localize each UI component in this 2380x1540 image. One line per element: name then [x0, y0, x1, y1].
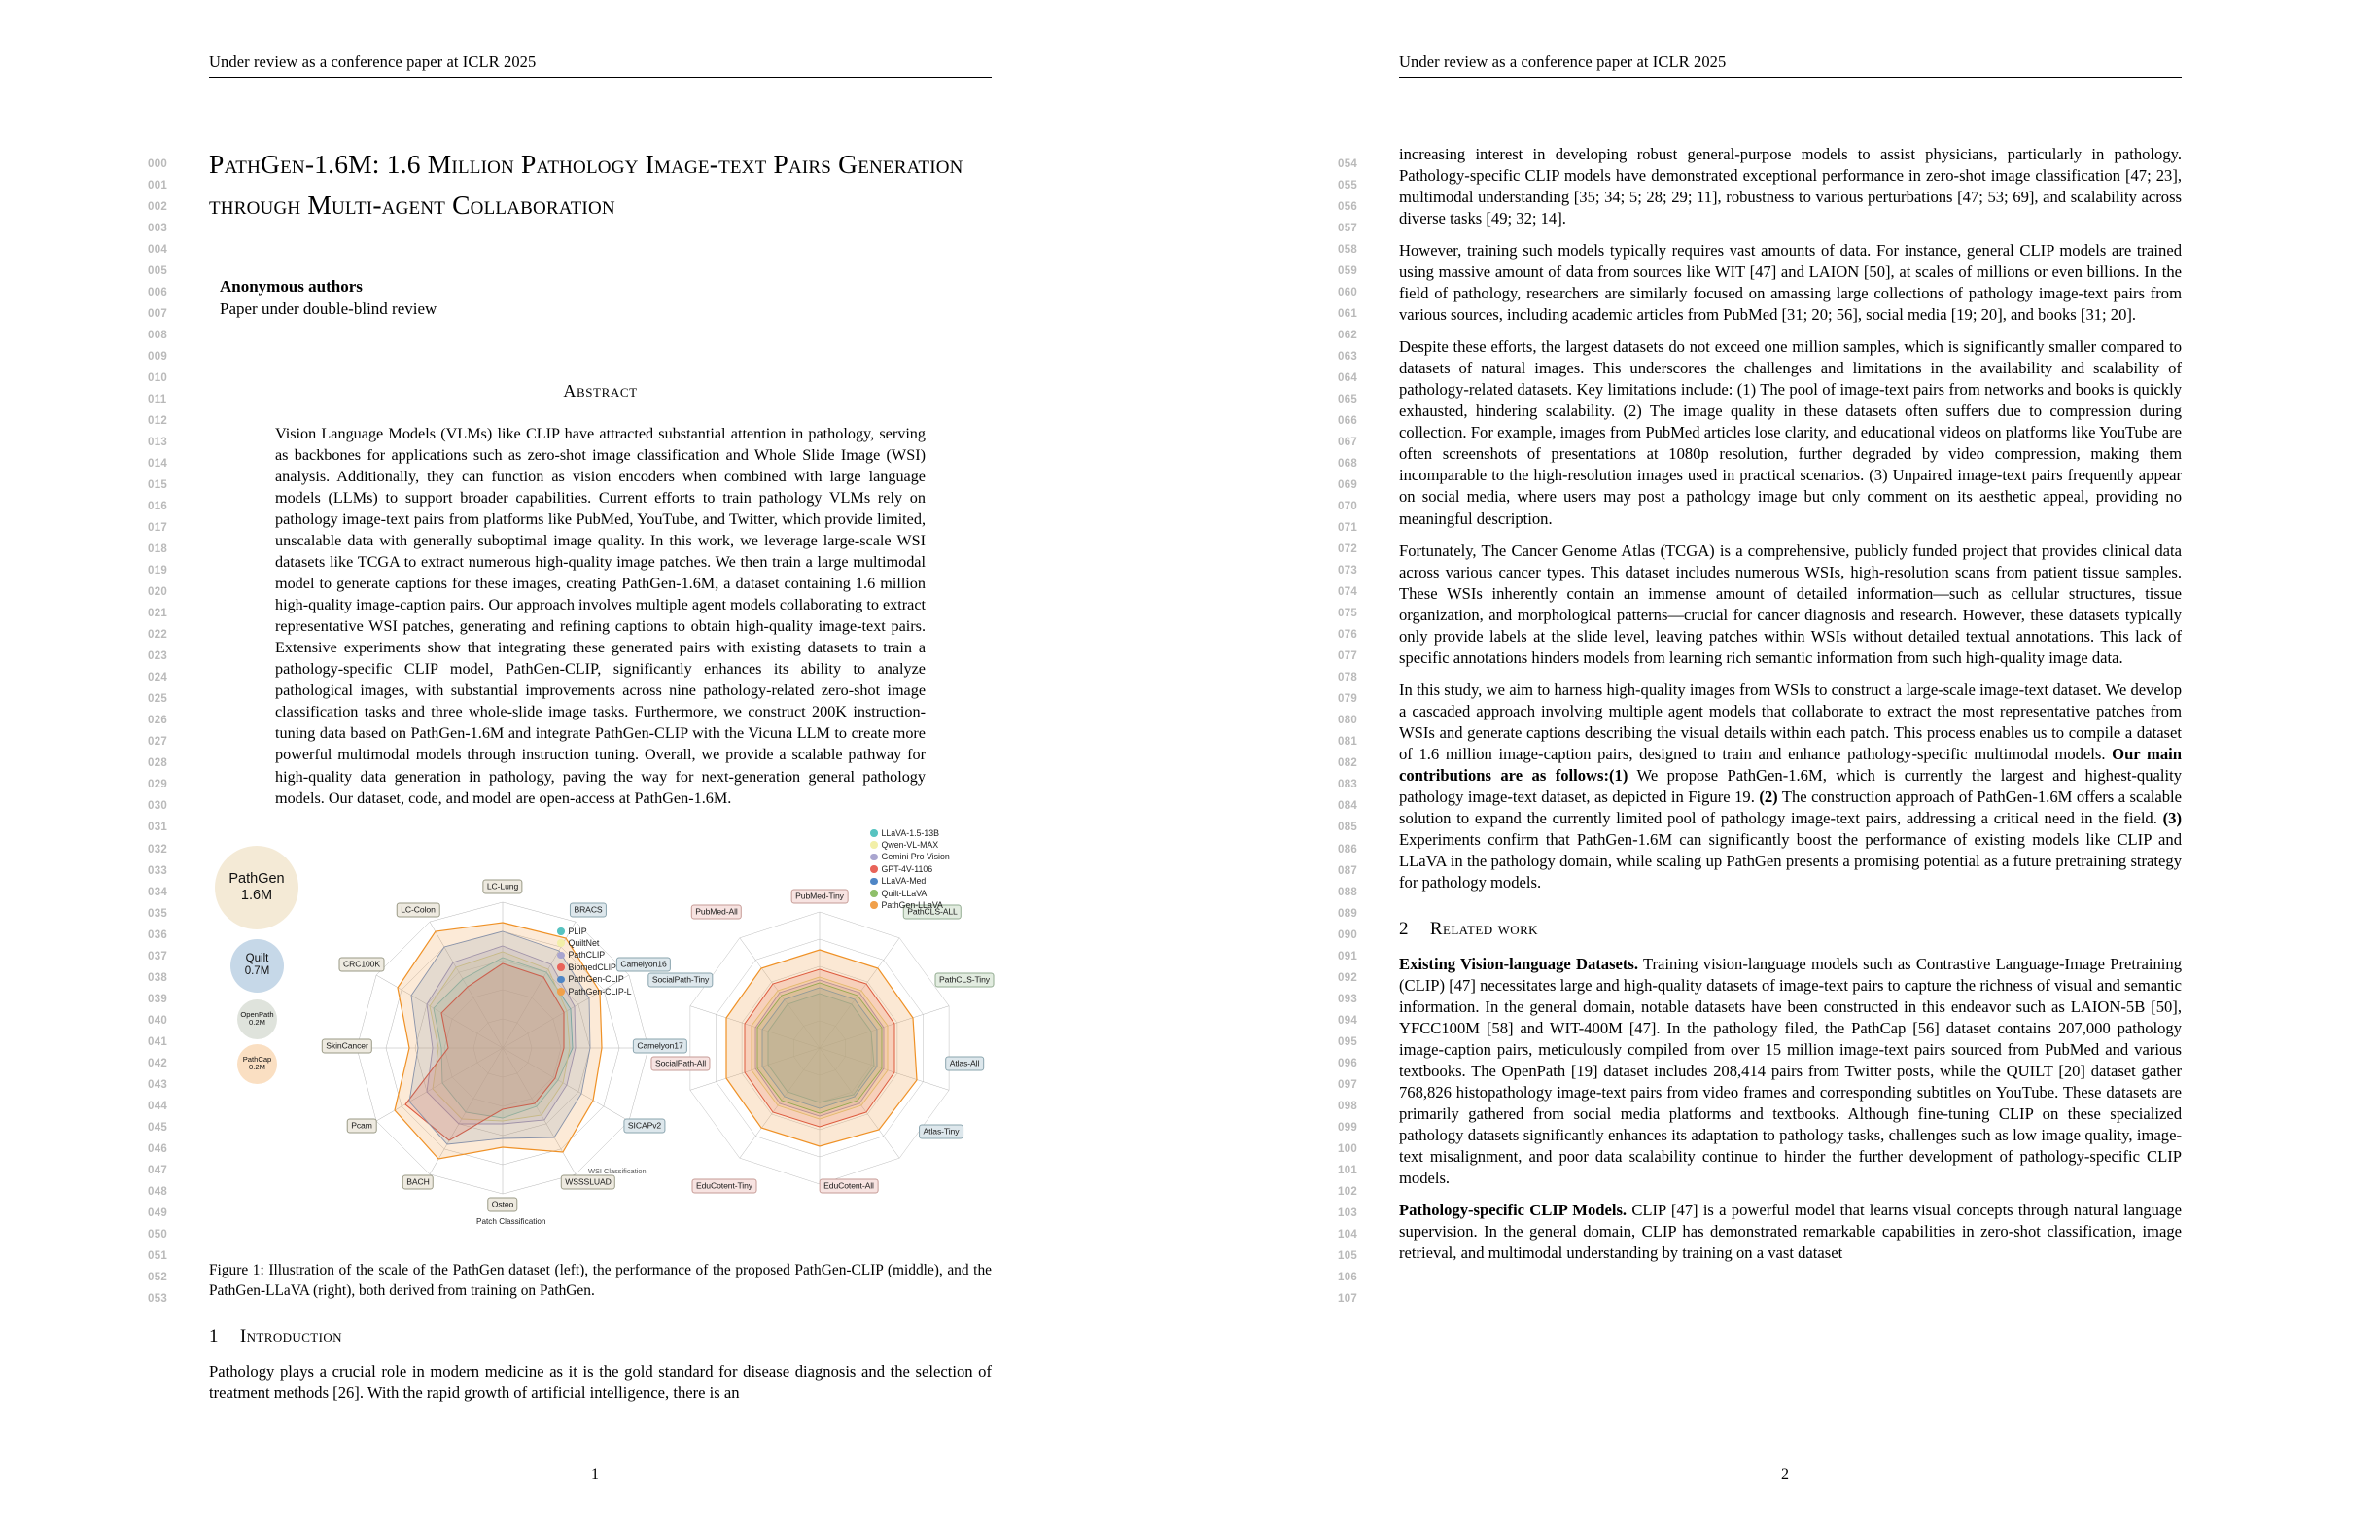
line-number: 023: [148, 650, 168, 663]
bubble-openpath-name: OpenPath: [240, 1009, 274, 1019]
line-number: 032: [148, 843, 168, 856]
line-number: 054: [1338, 158, 1358, 170]
line-number: 063: [1338, 351, 1358, 364]
line-number: 096: [1338, 1057, 1358, 1069]
line-number: 022: [148, 629, 168, 642]
page2-paragraph-4: Fortunately, The Cancer Genome Atlas (TCGA) is a comprehensive, publicly funded project that provides clinical data across various cancer types. This dataset includes numerous WSIs, high-resolution scans from patient tissue samples. These WSIs inherently contain an immense amount of detailed information—such as cellular structures, tissue organization, and morphological patterns—crucial for cancer diagnosis and research. However, these datasets typically only provide labels at the slide level, leaving patches within WSIs without detailed textual annotations. This lack of specific annotations hinders models from learning rich semantic information from such high-quality image data.: [1399, 541, 2182, 667]
line-number: 000: [148, 158, 168, 170]
related-work-clip-models: [1399, 1200, 2182, 1264]
line-number: 085: [1338, 822, 1358, 834]
line-number: 029: [148, 779, 168, 791]
line-number: 014: [148, 458, 168, 471]
contrib-num-3: (3): [2162, 808, 2182, 827]
line-number: 010: [148, 372, 168, 385]
line-number: 094: [1338, 1014, 1358, 1027]
line-number: 075: [1338, 608, 1358, 620]
line-number: 045: [148, 1121, 168, 1134]
radar-label-bach: BACH: [402, 1174, 434, 1189]
running-head-page1: [209, 52, 992, 78]
line-number: 039: [148, 993, 168, 1005]
legend-dot-biomedclip: [557, 963, 565, 971]
line-number: 106: [1338, 1271, 1358, 1283]
radar-label-camelyon17: Camelyon17: [633, 1038, 687, 1053]
legend-item-pathgenclipl: [557, 986, 632, 998]
legend-dot-pathgenllava: [870, 901, 878, 909]
line-number: 024: [148, 672, 168, 684]
contrib-num-1: (1): [1609, 765, 1628, 785]
line-number: 065: [1338, 394, 1358, 406]
line-number: 077: [1338, 650, 1358, 663]
figure-radar-llava: [648, 824, 992, 1244]
radar-label-crc100k: CRC100K: [339, 957, 385, 971]
line-number: 016: [148, 501, 168, 513]
line-number: 062: [1338, 330, 1358, 342]
abstract-heading: Abstract: [563, 381, 638, 401]
section-2-number: 2: [1399, 919, 1409, 940]
line-number: 047: [148, 1164, 168, 1176]
line-number: 042: [148, 1057, 168, 1069]
rw-body-1: Training vision-language models such as Contrastive Language-Image Pretraining (CLIP) [47] necessitates large and high-quality datasets of image-text pairs to capture the richness of visual and semantic information. In the general domain, notable datasets have been constructed in this endeavor such as LAION-5B [50], YFCC100M [58] and WIT-400M [47]. In the pathology filed, the PathCap [56] dataset contains 207,000 pathology image-caption pairs, meticulously compiled from over 15 million image-text pairs sourced from PubMed and various textbooks. The OpenPath [19] dataset includes 208,414 pairs from Twitter posts, while the QUILT [20] dataset gather 768,826 histopathology image-text pairs from video frames and corresponding subtitles on YouTube. These datasets are primarily gathered from social media platforms and textbooks. Although fine-tuning CLIP on these specialized pathology datasets significantly enhances its adaptation to pathology tasks, challenges such as low image quality, image-text misalignment, and poor data scalability continue to hinder the further development of pathology-specific CLIP models.: [1399, 955, 2182, 1188]
line-number: 052: [148, 1271, 168, 1283]
section-1-number: 1: [209, 1325, 219, 1347]
line-number: 069: [1338, 479, 1358, 492]
intro-paragraph-1: Pathology plays a crucial role in modern medicine as it is the gold standard for disease diagnosis and the selection of treatment methods [26]. With the rapid growth of artificial intelligence, there is an: [209, 1361, 992, 1402]
line-number: 044: [148, 1100, 168, 1112]
line-number: 030: [148, 800, 168, 813]
line-numbers-page1: [148, 154, 181, 1310]
page2-paragraph-1: increasing interest in developing robust general-purpose models to assist physicians, particularly in pathology. Pathology-specific CLIP models have demonstrated exceptional performance in zero-shot image classification [47; 23], multimodal understanding [35; 34; 5; 28; 29; 11], robustness to various perturbations [47; 53; 69], and scalability across diverse tasks [49; 32; 14].: [1399, 145, 2182, 228]
figure-bubble-chart: [209, 824, 355, 1244]
line-number: 102: [1338, 1185, 1358, 1198]
line-number: 031: [148, 822, 168, 834]
legend-label-pathclip: PathCLIP: [568, 950, 606, 961]
line-number: 015: [148, 479, 168, 492]
legend-label-gpt4v: GPT-4V-1106: [881, 863, 933, 874]
section-2-heading: [1399, 919, 2182, 940]
legend-label-quiltnet: QuiltNet: [568, 937, 600, 948]
section-1-title: Introduction: [239, 1325, 342, 1347]
legend-item-quiltllava: [870, 888, 950, 899]
section-2-title: Related work: [1429, 919, 1538, 940]
line-number: 086: [1338, 843, 1358, 856]
bubble-pathcap: [237, 1044, 277, 1084]
line-number: 051: [148, 1249, 168, 1262]
legend-dot-quiltnet: [557, 939, 565, 947]
legend-dot-gpt4v: [870, 865, 878, 873]
line-number: 068: [1338, 458, 1358, 471]
bubble-quilt-name: Quilt: [245, 953, 269, 965]
figure-1: [209, 824, 992, 1244]
line-number: 061: [1338, 308, 1358, 321]
legend-label-biomedclip: BiomedCLIP: [568, 962, 616, 972]
line-number: 060: [1338, 287, 1358, 299]
line-number: 012: [148, 415, 168, 428]
line-number: 059: [1338, 265, 1358, 278]
line-number: 103: [1338, 1207, 1358, 1219]
radar-caption-wsi: WSI Classification: [588, 1166, 647, 1175]
line-number: 009: [148, 351, 168, 364]
page2-paragraph-2: However, training such models typically requires vast amounts of data. For instance, general CLIP models are trained using massive amount of data from sources like WIT [47] and LAION [50], at scales of millions or even billions. In the field of pathology, researchers are similarly focused on amassing large collections of pathology image-text pairs from various sources, including academic articles from PubMed [31; 20; 56], social media [19; 20], and books [31; 20].: [1399, 241, 2182, 325]
legend-label-pathgenllava: PathGen-LLaVA: [881, 900, 943, 910]
related-work-datasets: [1399, 954, 2182, 1189]
line-number: 041: [148, 1035, 168, 1048]
legend-item-quiltnet: [557, 937, 632, 949]
line-number: 035: [148, 907, 168, 920]
line-number: 001: [148, 180, 168, 192]
legend-item-gpt4v: [870, 863, 950, 875]
legend-dot-quiltllava: [870, 890, 878, 897]
line-number: 038: [148, 971, 168, 984]
running-head-text: Under review as a conference paper at ICLR 2025: [209, 52, 537, 71]
line-number: 017: [148, 522, 168, 535]
legend-dot-pathclip: [557, 952, 565, 960]
line-number: 090: [1338, 928, 1358, 941]
legend-label-quiltllava: Quilt-LLaVA: [881, 888, 928, 898]
page-number-1: 1: [591, 1466, 599, 1483]
radar-caption-patch: Patch Classification: [476, 1216, 546, 1226]
line-number: 053: [148, 1292, 168, 1305]
radar-label-pcam: Pcam: [347, 1118, 377, 1133]
radar-llava-label-atlas-tiny: Atlas-Tiny: [919, 1124, 963, 1138]
legend-label-llavamed: LLaVA-Med: [881, 876, 927, 887]
line-number: 055: [1338, 180, 1358, 192]
figure-1-caption: Figure 1: Illustration of the scale of the PathGen dataset (left), the performance of the proposed PathGen-CLIP (middle), and the PathGen-LLaVA (right), both derived from training on PathGen.: [209, 1261, 992, 1299]
page-number-2: 2: [1781, 1466, 1789, 1483]
radar-label-lc-lung: LC-Lung: [482, 879, 522, 893]
line-number: 087: [1338, 864, 1358, 877]
line-numbers-page2: [1338, 154, 1371, 1310]
contrib-text-1: We propose PathGen-1.6M, which is currently the largest and highest-quality pathology image-text dataset, as depicted in Figure 19.: [1399, 765, 2183, 806]
line-number: 036: [148, 928, 168, 941]
line-number: 028: [148, 757, 168, 770]
line-number: 107: [1338, 1292, 1358, 1305]
authors-name: Anonymous authors: [220, 277, 363, 296]
legend-item-pathgenllava: [870, 899, 950, 911]
bubble-pathcap-value: 0.2M: [249, 1063, 265, 1072]
abstract-text: Vision Language Models (VLMs) like CLIP have attracted substantial attention in pathology, serving as backbones for applications such as zero-shot image classification and Whole Slide Image (WSI) analysis. Additionally, they can function as vision encoders when combined with large language models (LLMs) to support broader capabilities. Current efforts to train pathology VLMs rely on pathology image-text pairs from platforms like PubMed, YouTube, and Twitter, which provide limited, unscalable data with generally suboptimal image quality. In this work, we leverage large-scale WSI datasets like TCGA to extract numerous high-quality image patches. We then train a large multimodal model to generate captions for these images, creating PathGen-1.6M, a dataset containing 1.6 million high-quality image-caption pairs. Our approach involves multiple agent models collaborating to extract representative WSI patches, generating and refining captions to obtain high-quality image-text pairs. Extensive experiments show that integrating these generated pairs with existing datasets to train a pathology-specific CLIP model, PathGen-CLIP, significantly enhances its ability to analyze pathological images, with substantial improvements across nine pathology-related zero-shot image classification tasks and three whole-slide image tasks. Furthermore, we construct 200K instruction-tuning data based on PathGen-1.6M and integrate PathGen-CLIP with the Vicuna LLM to create more powerful multimodal models through instruction tuning. Overall, we provide a scalable pathway for high-quality data generation in pathology, paving the way for next-generation general pathology models. Our dataset, code, and model are open-access at PathGen-1.6M.: [275, 425, 926, 807]
radar-label-camelyon16: Camelyon16: [616, 957, 671, 971]
line-number: 079: [1338, 693, 1358, 706]
line-number: 006: [148, 287, 168, 299]
bubble-pathgen: [215, 846, 298, 929]
line-number: 004: [148, 244, 168, 257]
page2-contributions-paragraph: [1399, 680, 2182, 893]
line-number: 099: [1338, 1121, 1358, 1134]
line-number: 005: [148, 265, 168, 278]
bubble-quilt: [230, 939, 284, 993]
line-number: 078: [1338, 672, 1358, 684]
legend-dot-gemini: [870, 854, 878, 861]
line-number: 071: [1338, 522, 1358, 535]
line-number: 056: [1338, 201, 1358, 214]
page2-column: [1399, 144, 2182, 1275]
legend-dot-pathgenclip: [557, 976, 565, 984]
legend-label-pathgenclip: PathGen-CLIP: [568, 974, 624, 985]
radar-label-sicapv2: SICAPv2: [623, 1118, 665, 1133]
page-title: PathGen-1.6M: 1.6 Million Pathology Image-text Pairs Generation through Multi-agent Collaboration: [209, 149, 963, 220]
radar-label-osteo: Osteo: [487, 1197, 517, 1211]
line-number: 088: [1338, 886, 1358, 898]
line-number: 018: [148, 543, 168, 556]
line-number: 101: [1338, 1164, 1358, 1176]
bubble-pathgen-value: 1.6M: [240, 887, 273, 903]
contrib-text-2: The construction approach of PathGen-1.6M offers a scalable solution to expand the currently limited pool of pathology image-text pairs, addressing a critical need in the field.: [1399, 787, 2182, 827]
line-number: 057: [1338, 223, 1358, 235]
legend-item-plip: [557, 926, 632, 937]
bubble-pathcap-name: PathCap: [242, 1054, 272, 1064]
line-number: 084: [1338, 800, 1358, 813]
legend-label-qwenvl: Qwen-VL-MAX: [881, 839, 939, 850]
rw-body-2: CLIP [47] is a powerful model that learns visual concepts through natural language supervision. In the general domain, CLIP has demonstrated remarkable capabilities in zero-shot classification, image retrieval, and multimodal understanding by training on a vast dataset: [1399, 1201, 2182, 1263]
radar-label-wssslaud: WSSSLUAD: [561, 1174, 615, 1189]
radar-llava-label-pubmed-all: PubMed-All: [691, 904, 742, 919]
bubble-openpath: [237, 999, 277, 1039]
radar-llava-label-pathcls-all: PathCLS-ALL: [903, 904, 962, 919]
line-number: 093: [1338, 993, 1358, 1005]
radar-llava-label-socialpath-all: SocialPath-All: [650, 1056, 710, 1070]
legend-item-gemini: [870, 851, 950, 862]
line-number: 066: [1338, 415, 1358, 428]
line-number: 033: [148, 864, 168, 877]
legend-label-llava13b: LLaVA-1.5-13B: [881, 827, 939, 838]
line-number: 027: [148, 736, 168, 749]
legend-dot-llava13b: [870, 829, 878, 837]
line-number: 058: [1338, 244, 1358, 257]
line-number: 026: [148, 715, 168, 727]
legend-label-gemini: Gemini Pro Vision: [881, 852, 950, 862]
radar-llava-label-pubmed-tiny: PubMed-Tiny: [791, 889, 849, 903]
contrib-pre: In this study, we aim to harness high-quality images from WSIs to construct a large-scale image-text dataset. We develop a cascaded approach involving multiple agent models that collaborate to extract the most representative patches from WSIs and generate captions describing the visual details within each patch. This process enables us to compile a dataset of 1.6 million image-caption pairs, designed to train and enhance pathology-specific multimodal models.: [1399, 680, 2182, 763]
radar-llava-label-pathcls-tiny: PathCLS-Tiny: [935, 972, 995, 987]
line-number: 097: [1338, 1078, 1358, 1091]
contrib-num-2: (2): [1759, 787, 1778, 806]
line-number: 020: [148, 586, 168, 599]
line-number: 013: [148, 437, 168, 449]
legend-dot-qwenvl: [870, 841, 878, 849]
legend-item-llavamed: [870, 875, 950, 887]
line-number: 003: [148, 223, 168, 235]
line-number: 048: [148, 1185, 168, 1198]
rw-heading-2: Pathology-specific CLIP Models.: [1399, 1201, 1628, 1220]
radar-label-lc-colon: LC-Colon: [397, 902, 440, 917]
running-head-page2: [1399, 52, 2182, 78]
line-number: 080: [1338, 715, 1358, 727]
line-number: 040: [148, 1014, 168, 1027]
line-number: 100: [1338, 1142, 1358, 1155]
radar-llava-label-educotent-all: EduCotent-All: [820, 1178, 879, 1193]
line-number: 067: [1338, 437, 1358, 449]
bubble-quilt-value: 0.7M: [244, 965, 270, 978]
legend-label-plip: PLIP: [568, 926, 587, 936]
line-number: 074: [1338, 586, 1358, 599]
legend-dot-plip: [557, 928, 565, 935]
page1-column: [209, 144, 992, 1415]
legend-item-biomedclip: [557, 962, 632, 973]
line-number: 019: [148, 565, 168, 578]
line-number: 091: [1338, 950, 1358, 962]
authors-subtitle: Paper under double-blind review: [220, 298, 438, 318]
radar-llava-label-socialpath-tiny: SocialPath-Tiny: [648, 972, 713, 987]
running-head-text-2: Under review as a conference paper at ICLR 2025: [1399, 52, 1727, 71]
line-number: 043: [148, 1078, 168, 1091]
legend-label-pathgenclipl: PathGen-CLIP-L: [568, 986, 632, 997]
legend-dot-llavamed: [870, 878, 878, 886]
line-number: 034: [148, 886, 168, 898]
line-number: 011: [148, 394, 167, 406]
radar-llava-label-educotent-tiny: EduCotent-Tiny: [692, 1178, 757, 1193]
radar-clip-legend: [557, 926, 632, 998]
page-2: [1190, 0, 2380, 1540]
line-number: 092: [1338, 971, 1358, 984]
bubble-openpath-value: 0.2M: [249, 1018, 265, 1028]
line-number: 081: [1338, 736, 1358, 749]
line-number: 021: [148, 608, 168, 620]
line-number: 076: [1338, 629, 1358, 642]
contrib-text-3: Experiments confirm that PathGen-1.6M can significantly boost the performance of existing models like CLIP and LLaVA in the pathology domain, while scaling up PathGen presents a promising potential as a future pretraining strategy for pathology models.: [1399, 829, 2182, 892]
running-head-rule: [209, 77, 992, 78]
line-number: 095: [1338, 1035, 1358, 1048]
line-number: 104: [1338, 1228, 1358, 1241]
line-number: 037: [148, 950, 168, 962]
legend-dot-pathgenclipl: [557, 988, 565, 996]
legend-item-llava13b: [870, 827, 950, 839]
legend-item-pathclip: [557, 949, 632, 961]
line-number: 098: [1338, 1100, 1358, 1112]
section-1-heading: [209, 1326, 992, 1348]
line-number: 050: [148, 1228, 168, 1241]
line-number: 105: [1338, 1249, 1358, 1262]
line-number: 049: [148, 1207, 168, 1219]
line-number: 008: [148, 330, 168, 342]
legend-item-pathgenclip: [557, 973, 632, 985]
line-number: 025: [148, 693, 168, 706]
running-head-rule-2: [1399, 77, 2182, 78]
line-number: 064: [1338, 372, 1358, 385]
radar-label-skincancer: SkinCancer: [322, 1038, 372, 1053]
line-number: 002: [148, 201, 168, 214]
contrib-lead: Our main contributions are as follows:: [1399, 744, 2182, 785]
radar-llava-legend: [870, 827, 950, 912]
line-number: 082: [1338, 757, 1358, 770]
bubble-pathgen-name: PathGen: [228, 871, 285, 888]
authors-block: [220, 276, 992, 320]
line-number: 072: [1338, 543, 1358, 556]
radar-llava-label-atlas-all: Atlas-All: [945, 1056, 984, 1070]
line-number: 046: [148, 1142, 168, 1155]
radar-label-bracs: BRACS: [570, 902, 607, 917]
page2-paragraph-3: Despite these efforts, the largest datasets do not exceed one million samples, which is significantly smaller compared to datasets of natural images. This underscores the challenges and limitations in the availability and scalability of pathology-related datasets. Key limitations include: (1) The pool of image-text pairs from networks and books is quickly exhausted, hindering scalability. (2) The image quality in these datasets often suffers due to compression during collection. For example, images from PubMed articles lose clarity, and educational videos on platforms like YouTube are often screenshots of presentations at 1080p resolution, further degraded by video compression, making them incomparable to the high-resolution images used in practical scenarios. (3) Unpaired image-text pairs frequently appear on social media, where users may post a pathology image but only comment on its aesthetic appeal, providing no meaningful description.: [1399, 337, 2182, 528]
line-number: 007: [148, 308, 168, 321]
line-number: 083: [1338, 779, 1358, 791]
line-number: 070: [1338, 501, 1358, 513]
rw-heading-1: Existing Vision-language Datasets.: [1399, 955, 1639, 974]
legend-item-qwenvl: [870, 839, 950, 851]
line-number: 089: [1338, 907, 1358, 920]
line-number: 073: [1338, 565, 1358, 578]
